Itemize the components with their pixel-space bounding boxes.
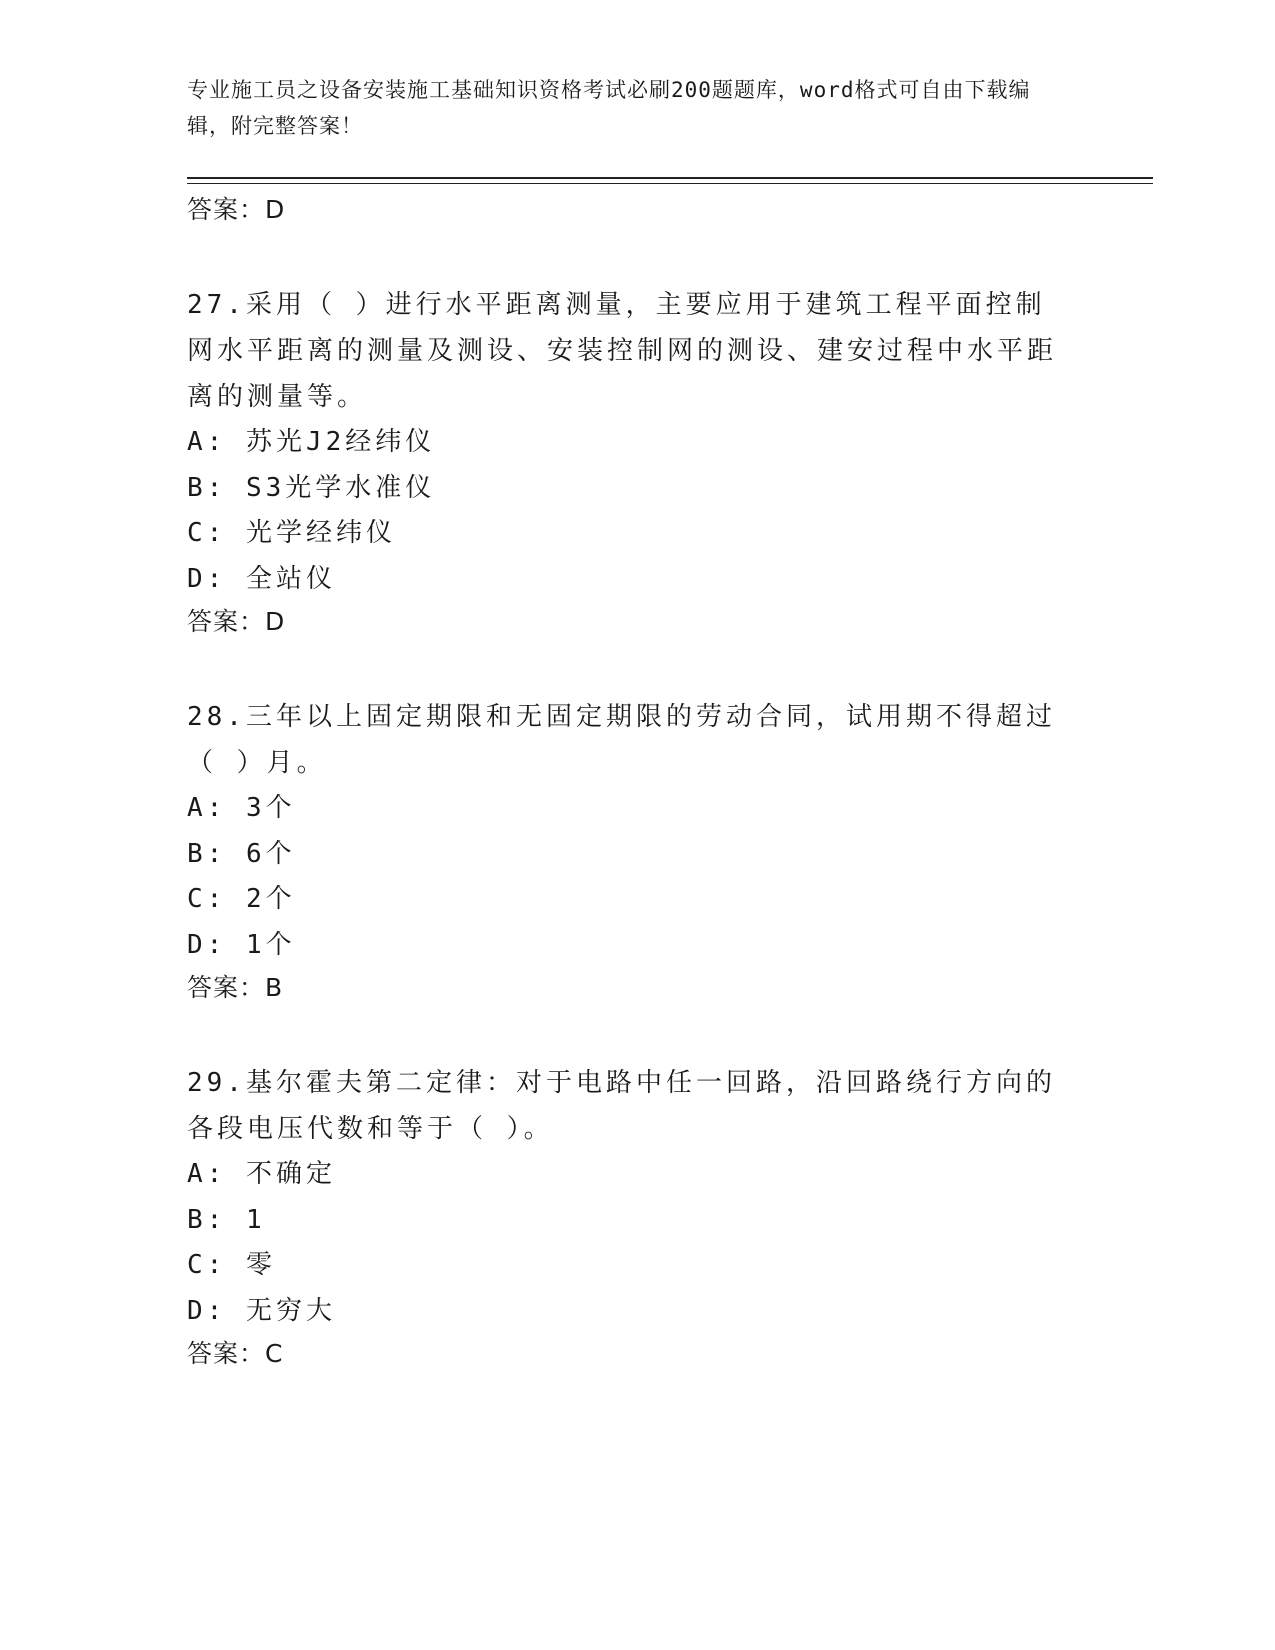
answer: 答案：C bbox=[187, 1339, 284, 1368]
document-header bbox=[187, 72, 1067, 144]
option-d: D: 无穷大 bbox=[187, 1295, 336, 1326]
option-a: A: 苏光J2经纬仪 bbox=[187, 427, 436, 457]
option-a: A: 3个 bbox=[187, 793, 296, 823]
answer: 答案：B bbox=[187, 973, 284, 1002]
question-stem: 28.三年以上固定期限和无固定期限的劳动合同，试用期不得超过（ ）月。 bbox=[187, 702, 1056, 778]
option-d: D: 全站仪 bbox=[187, 563, 336, 594]
question-list bbox=[187, 190, 1067, 1374]
option-c: C: 零 bbox=[187, 1250, 276, 1280]
answer: 答案：D bbox=[187, 607, 286, 636]
question-29 bbox=[187, 1060, 1067, 1374]
question-27 bbox=[187, 282, 1067, 642]
option-c: C: 光学经纬仪 bbox=[187, 518, 396, 548]
option-b: B: 6个 bbox=[187, 838, 296, 869]
option-b: B: S3光学水准仪 bbox=[187, 472, 436, 503]
header-divider bbox=[187, 177, 1153, 179]
option-d: D: 1个 bbox=[187, 929, 296, 960]
question-stem: 27.采用（ ）进行水平距离测量，主要应用于建筑工程平面控制网水平距离的测量及测设、安装控制网的测设、建安过程中水平距离的测量等。 bbox=[187, 290, 1058, 412]
header-divider-thin bbox=[187, 183, 1153, 184]
option-b: B: 1 bbox=[187, 1204, 266, 1235]
option-c: C: 2个 bbox=[187, 884, 296, 914]
question-28 bbox=[187, 694, 1067, 1008]
header-text: 专业施工员之设备安装施工基础知识资格考试必刷200题题库，word格式可自由下载编辑，附完整答案！ bbox=[187, 78, 1031, 138]
question-stem: 29.基尔霍夫第二定律：对于电路中任一回路，沿回路绕行方向的各段电压代数和等于（ ）。 bbox=[187, 1068, 1056, 1144]
previous-answer: 答案：D bbox=[187, 195, 286, 224]
option-a: A: 不确定 bbox=[187, 1159, 336, 1189]
